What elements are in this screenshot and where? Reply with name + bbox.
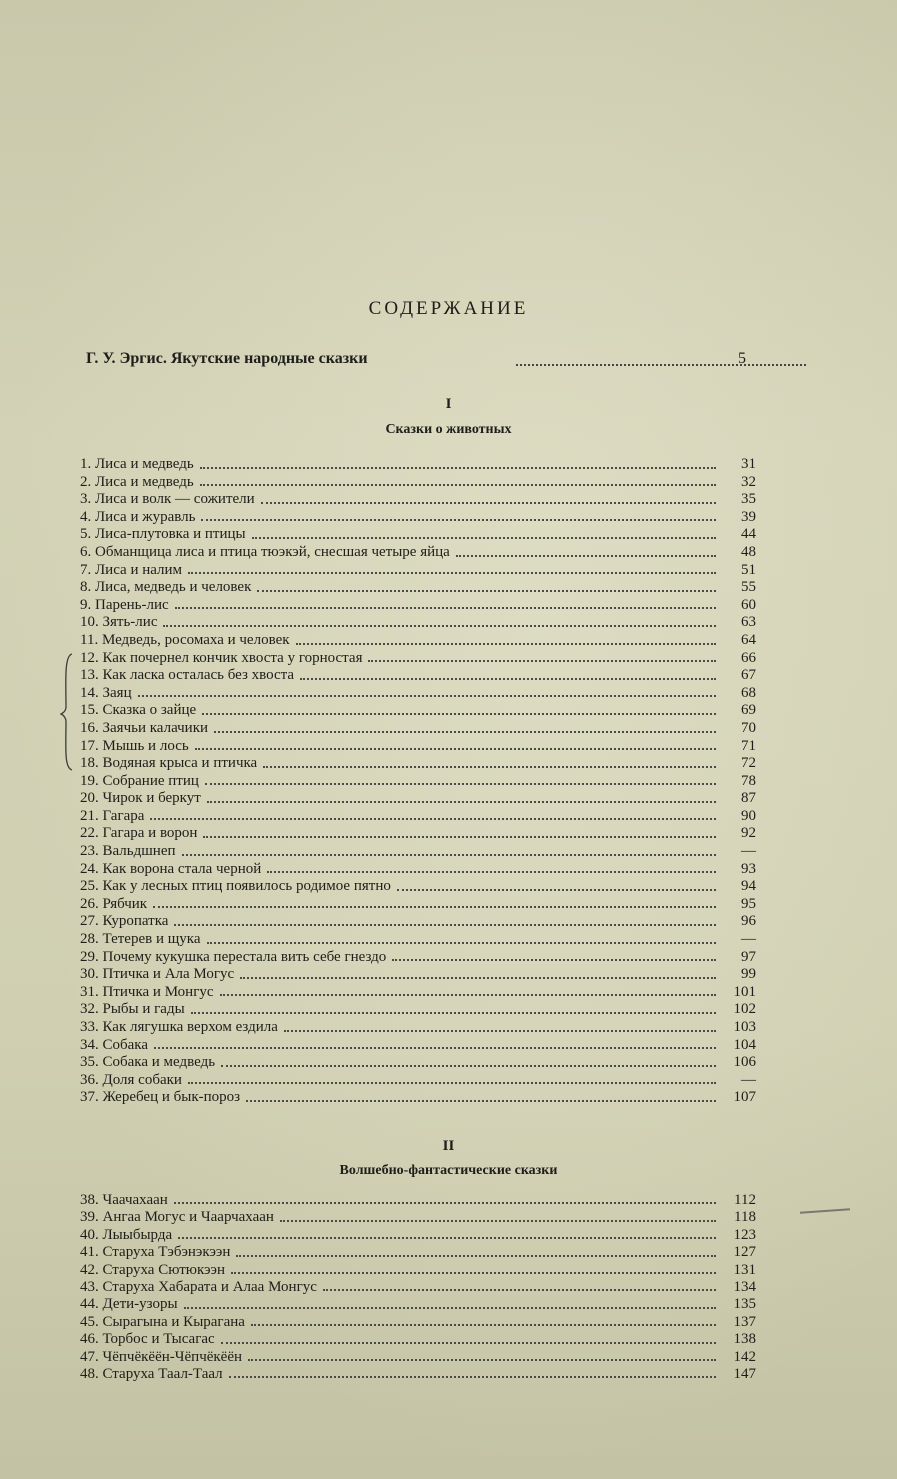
toc-entry	[80, 544, 756, 562]
toc-entry-page: —	[741, 1071, 756, 1088]
toc-entry-page: 101	[733, 983, 756, 1000]
toc-entry-page: 90	[741, 807, 756, 824]
toc-entry	[80, 1089, 756, 1107]
toc-entry	[80, 1366, 756, 1383]
toc-entry	[80, 1209, 756, 1226]
toc-entry-page: 35	[741, 491, 756, 508]
toc-entry-title: 9. Парень-лис	[80, 596, 169, 613]
leader-dots	[252, 526, 716, 539]
toc-entry-title: 3. Лиса и волк — сожители	[80, 491, 255, 508]
leader-dots	[178, 1227, 716, 1239]
toc-entry-title: 6. Обманщица лиса и птица тюэкэй, снесшая четыре яйца	[80, 543, 450, 560]
toc-entry	[80, 843, 756, 861]
toc-entry	[80, 474, 756, 492]
leader-dots	[207, 931, 717, 944]
toc-entry-title: 1. Лиса и медведь	[80, 456, 194, 472]
leader-dots	[150, 808, 716, 821]
toc-entry-page: 95	[741, 895, 756, 912]
toc-entry	[80, 896, 756, 914]
leader-dots	[323, 1279, 716, 1291]
leader-dots	[202, 702, 716, 715]
toc-entry-page: 48	[741, 543, 756, 560]
pencil-mark	[800, 1208, 850, 1213]
toc-entry	[80, 931, 756, 949]
toc-entry	[80, 597, 756, 615]
toc-entry-title: 48. Старуха Таал-Таал	[80, 1365, 223, 1382]
toc-entry-page: 71	[741, 737, 756, 754]
toc-entry-title: 27. Куропатка	[80, 913, 169, 930]
toc-entry-title: 7. Лиса и налим	[80, 561, 183, 578]
toc-entry	[80, 755, 756, 773]
toc-entry-page: 66	[741, 649, 756, 666]
toc-entry-title: 8. Лиса, медведь и человек	[80, 579, 252, 596]
toc-entry	[80, 632, 756, 650]
toc-entry	[80, 702, 756, 720]
toc-entry	[80, 966, 756, 984]
toc-entry-page: 104	[733, 1036, 756, 1053]
toc-entry-title: 47. Чёпчёкёён-Чёпчёкёён	[80, 1348, 243, 1365]
leader-dots	[138, 685, 716, 698]
toc-entry-page: 137	[733, 1313, 756, 1330]
leader-dots	[397, 878, 716, 891]
leader-dots	[257, 579, 716, 592]
leader-dots	[214, 720, 716, 733]
toc-entry-title: 35. Собака и медведь	[80, 1054, 216, 1071]
toc-entry-title: 20. Чирок и беркут	[80, 790, 201, 807]
toc-entry-page: 92	[741, 825, 756, 842]
toc-entry-title: 38. Чаачахаан	[80, 1192, 168, 1208]
toc-entry-page: 99	[741, 966, 756, 983]
toc-entry	[80, 1072, 756, 1090]
toc-entry-title: 2. Лиса и медведь	[80, 473, 194, 490]
toc-entry-page: 31	[741, 456, 756, 472]
toc-entry-page: 131	[733, 1261, 756, 1278]
toc-entry	[80, 1279, 756, 1296]
toc-entry	[80, 1296, 756, 1313]
toc-entry	[80, 1244, 756, 1261]
leader-dots	[280, 1209, 716, 1221]
toc-entry	[80, 720, 756, 738]
intro-entry	[86, 350, 746, 372]
toc-entry	[80, 984, 756, 1002]
toc-entry	[80, 579, 756, 597]
leader-dots	[163, 614, 716, 627]
leader-dots	[220, 984, 716, 997]
toc-entry-title: 13. Как ласка осталась без хвоста	[80, 667, 295, 684]
leader-dots	[300, 667, 716, 680]
toc-entry-page: 44	[741, 526, 756, 543]
toc-entry-title: 32. Рыбы и гады	[80, 1001, 185, 1018]
toc-entry	[80, 1227, 756, 1244]
toc-entry-title: 10. Зять-лис	[80, 614, 158, 631]
leader-dots	[236, 1244, 716, 1256]
toc-entry	[80, 949, 756, 967]
toc-entry-page: 55	[741, 579, 756, 596]
toc-entry-title: 34. Собака	[80, 1036, 149, 1053]
leader-dots	[174, 913, 716, 926]
section-title: Волшебно-фантастические сказки	[339, 1163, 558, 1178]
toc-entry-page: 134	[733, 1278, 756, 1295]
toc-entry-page: 78	[741, 772, 756, 789]
toc-entry-page: 68	[741, 684, 756, 701]
toc-entry-title: 45. Сырагына и Кырагана	[80, 1313, 245, 1330]
leader-dots	[182, 843, 716, 856]
leader-dots	[284, 1019, 716, 1032]
toc-entry-page: 97	[741, 948, 756, 965]
leader-dots	[200, 456, 716, 469]
handwritten-bracket-mark	[60, 652, 74, 772]
toc-entry-title: 21. Гагара	[80, 807, 145, 824]
toc-entry-page: 87	[741, 790, 756, 807]
toc-entry-title: 29. Почему кукушка перестала вить себе гнездо	[80, 948, 387, 965]
toc-entry-title: 5. Лиса-плутовка и птицы	[80, 526, 246, 543]
toc-entry-page: 72	[741, 755, 756, 772]
leader-dots	[174, 1192, 716, 1204]
toc-entry	[80, 825, 756, 843]
toc-entry-page: 135	[733, 1296, 756, 1313]
toc-entry-page: 39	[741, 508, 756, 525]
toc-entry	[80, 1262, 756, 1279]
toc-entry	[80, 1019, 756, 1037]
toc-entry-title: 37. Жеребец и бык-пороз	[80, 1089, 241, 1106]
leader-dots	[251, 1314, 716, 1326]
toc-entry-page: 64	[741, 631, 756, 648]
toc-entry	[80, 526, 756, 544]
toc-entry-page: 51	[741, 561, 756, 578]
toc-entry-page: 127	[733, 1244, 756, 1261]
toc-entry-title: 28. Тетерев и щука	[80, 931, 201, 948]
toc-entry-title: 14. Заяц	[80, 684, 132, 701]
leader-dots	[456, 544, 716, 557]
toc-entry-title: 11. Медведь, росомаха и человек	[80, 631, 290, 648]
leader-dots	[154, 1037, 716, 1050]
toc-entry-title: 33. Как лягушка верхом ездила	[80, 1019, 278, 1035]
toc-entry-title: 12. Как почернел кончик хвоста у горностая	[80, 649, 363, 666]
toc-entry-page: 94	[741, 878, 756, 895]
toc-entry	[80, 491, 756, 509]
toc-entry-page: 60	[741, 596, 756, 613]
toc-entry	[80, 509, 756, 527]
leader-dots	[200, 474, 716, 487]
leader-dots	[240, 966, 716, 979]
leader-dots	[201, 509, 716, 522]
leader-dots	[203, 825, 716, 838]
toc-entry	[80, 1314, 756, 1331]
intro-page: 5	[738, 350, 746, 367]
leader-dots	[248, 1349, 716, 1361]
section-number: I	[445, 396, 452, 412]
toc-entry-title: 46. Торбос и Тысагас	[80, 1331, 215, 1348]
leader-dots	[188, 562, 716, 575]
leader-dots	[263, 755, 716, 768]
toc-entry-page: 32	[741, 473, 756, 490]
toc-entry-page: —	[741, 843, 756, 860]
toc-entry-title: 4. Лиса и журавль	[80, 508, 196, 525]
leader-dots	[231, 1262, 716, 1274]
toc-entry	[80, 650, 756, 668]
toc-entry-title: 24. Как ворона стала черной	[80, 860, 262, 877]
toc-entry-page: 96	[741, 913, 756, 930]
toc-entry	[80, 614, 756, 632]
leader-dots	[267, 861, 716, 874]
leader-dots	[392, 949, 716, 962]
leader-dots	[229, 1366, 716, 1378]
toc-entry	[80, 1349, 756, 1366]
toc-entry-page: 106	[733, 1054, 756, 1071]
leader-dots	[246, 1089, 716, 1102]
toc-entry	[80, 456, 756, 474]
intro-label: Г. У. Эргис. Якутские народные сказки	[86, 350, 368, 367]
toc-entry-page: 123	[733, 1226, 756, 1243]
toc-entry-page: 118	[734, 1209, 756, 1226]
leader-dots	[184, 1296, 716, 1308]
toc-entry-page: 63	[741, 614, 756, 631]
leader-dots	[261, 491, 716, 504]
leader-dots	[205, 773, 716, 786]
toc-entry-title: 18. Водяная крыса и птичка	[80, 755, 258, 772]
toc-entry	[80, 878, 756, 896]
toc-entry	[80, 562, 756, 580]
toc-entry-page: —	[741, 931, 756, 948]
toc-entry	[80, 861, 756, 879]
toc-entry-title: 26. Рябчик	[80, 895, 148, 912]
toc-entry-title: 17. Мышь и лось	[80, 737, 189, 754]
leader-dots	[191, 1001, 716, 1014]
leader-dots	[195, 738, 716, 751]
toc-entry-title: 31. Птичка и Монгус	[80, 983, 214, 1000]
toc-entry-title: 40. Лыыбырда	[80, 1226, 173, 1243]
toc-entry-page: 142	[733, 1348, 756, 1365]
leader-dots	[516, 350, 806, 366]
toc-entry	[80, 667, 756, 685]
toc-entry-title: 42. Старуха Сютюкээн	[80, 1261, 225, 1278]
toc-entry	[80, 1001, 756, 1019]
toc-entry-title: 43. Старуха Хабарата и Алаа Монгус	[80, 1278, 317, 1295]
toc-entry-page: 102	[733, 1001, 756, 1018]
toc-entry-title: 30. Птичка и Ала Могус	[80, 966, 235, 983]
toc-entry	[80, 1331, 756, 1348]
toc-entry-title: 36. Доля собаки	[80, 1071, 182, 1088]
leader-dots	[368, 650, 716, 663]
toc-entry-title: 41. Старуха Тэбэнэкээн	[80, 1244, 231, 1261]
toc-entry-page: 112	[734, 1192, 756, 1208]
leader-dots	[153, 896, 716, 909]
toc-entry	[80, 1054, 756, 1072]
section-title: Сказки о животных	[385, 422, 512, 437]
leader-dots	[175, 597, 716, 610]
toc-entry	[80, 913, 756, 931]
section-number: II	[442, 1138, 455, 1154]
toc-entry-title: 16. Заячьи калачики	[80, 719, 209, 736]
toc-entry-page: 138	[733, 1331, 756, 1348]
toc-entry-title: 25. Как у лесных птиц появилось родимое пятно	[80, 878, 391, 895]
toc-entry	[80, 808, 756, 826]
toc-entry-title: 44. Дети-узоры	[80, 1296, 178, 1313]
leader-dots	[296, 632, 716, 645]
toc-entry-title: 23. Вальдшнеп	[80, 843, 176, 860]
toc-entry-title: 22. Гагара и ворон	[80, 825, 198, 842]
toc-entry-title: 19. Собрание птиц	[80, 772, 199, 789]
leader-dots	[207, 790, 716, 803]
toc-entry-page: 103	[733, 1019, 756, 1035]
toc-list-section-1	[80, 456, 756, 1107]
leader-dots	[188, 1072, 716, 1085]
page-title: СОДЕРЖАНИЕ	[368, 298, 529, 319]
toc-entry	[80, 738, 756, 756]
leader-dots	[221, 1054, 716, 1067]
toc-entry	[80, 1192, 756, 1209]
leader-dots	[221, 1331, 716, 1343]
toc-entry-page: 67	[741, 667, 756, 684]
toc-entry-page: 69	[741, 702, 756, 719]
toc-entry-page: 147	[733, 1365, 756, 1382]
toc-entry-page: 70	[741, 719, 756, 736]
toc-list-section-2	[80, 1192, 756, 1383]
toc-entry	[80, 790, 756, 808]
toc-entry	[80, 685, 756, 703]
toc-entry-page: 93	[741, 860, 756, 877]
toc-entry	[80, 1037, 756, 1055]
toc-entry-title: 39. Ангаа Могус и Чаарчахаан	[80, 1209, 274, 1226]
toc-entry-page: 107	[733, 1089, 756, 1106]
toc-entry	[80, 773, 756, 791]
toc-entry-title: 15. Сказка о зайце	[80, 702, 197, 719]
